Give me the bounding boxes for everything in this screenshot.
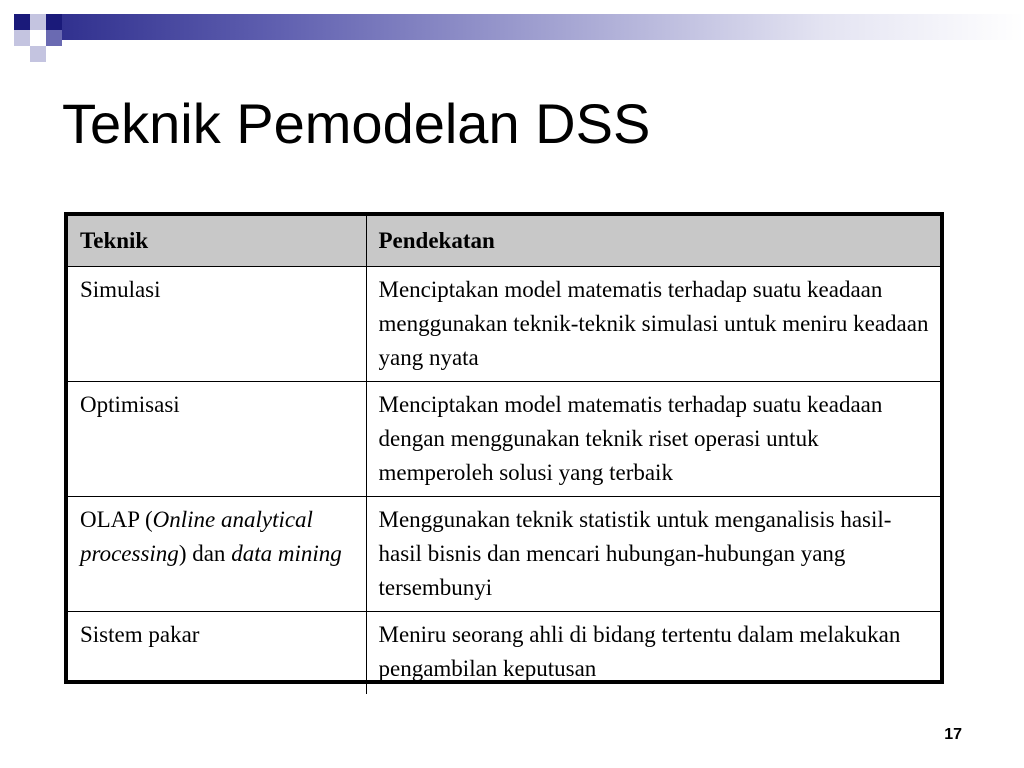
cell-teknik-text: OLAP ( <box>80 507 153 532</box>
cell-teknik-italic: data mining <box>231 541 342 566</box>
header-teknik: Teknik <box>68 216 366 267</box>
cell-teknik: Simulasi <box>68 267 366 382</box>
table-row <box>68 497 940 612</box>
decor-square <box>30 30 46 46</box>
table-header-row <box>68 216 940 267</box>
decor-square <box>14 14 30 30</box>
cell-pendekatan: Menciptakan model matematis terhadap suatu keadaan menggunakan teknik-teknik simulasi untuk meniru keadaan yang nyata <box>366 267 940 382</box>
cell-teknik-text: ) dan <box>178 541 232 566</box>
cell-pendekatan: Menggunakan teknik statistik untuk menganalisis hasil-hasil bisnis dan mencari hubungan-hubungan yang tersembunyi <box>366 497 940 612</box>
decor-square <box>46 14 62 30</box>
cell-pendekatan: Meniru seorang ahli di bidang tertentu dalam melakukan pengambilan keputusan <box>366 612 940 694</box>
cell-teknik <box>68 497 366 612</box>
page-number: 17 <box>944 726 962 743</box>
decor-square <box>30 46 46 62</box>
header-pendekatan: Pendekatan <box>366 216 940 267</box>
cell-teknik: Sistem pakar <box>68 612 366 694</box>
technique-table <box>64 212 944 684</box>
slide-title: Teknik Pemodelan DSS <box>62 92 651 155</box>
cell-teknik: Optimisasi <box>68 382 366 497</box>
decor-square <box>46 30 62 46</box>
table-row <box>68 612 940 694</box>
table-row <box>68 267 940 382</box>
header-gradient-bar <box>30 14 1024 40</box>
decor-square <box>30 14 46 30</box>
table-row <box>68 382 940 497</box>
cell-teknik-italic: Online analytical processing <box>80 507 313 566</box>
decor-square <box>14 30 30 46</box>
cell-pendekatan: Menciptakan model matematis terhadap suatu keadaan dengan menggunakan teknik riset operasi untuk memperoleh solusi yang terbaik <box>366 382 940 497</box>
